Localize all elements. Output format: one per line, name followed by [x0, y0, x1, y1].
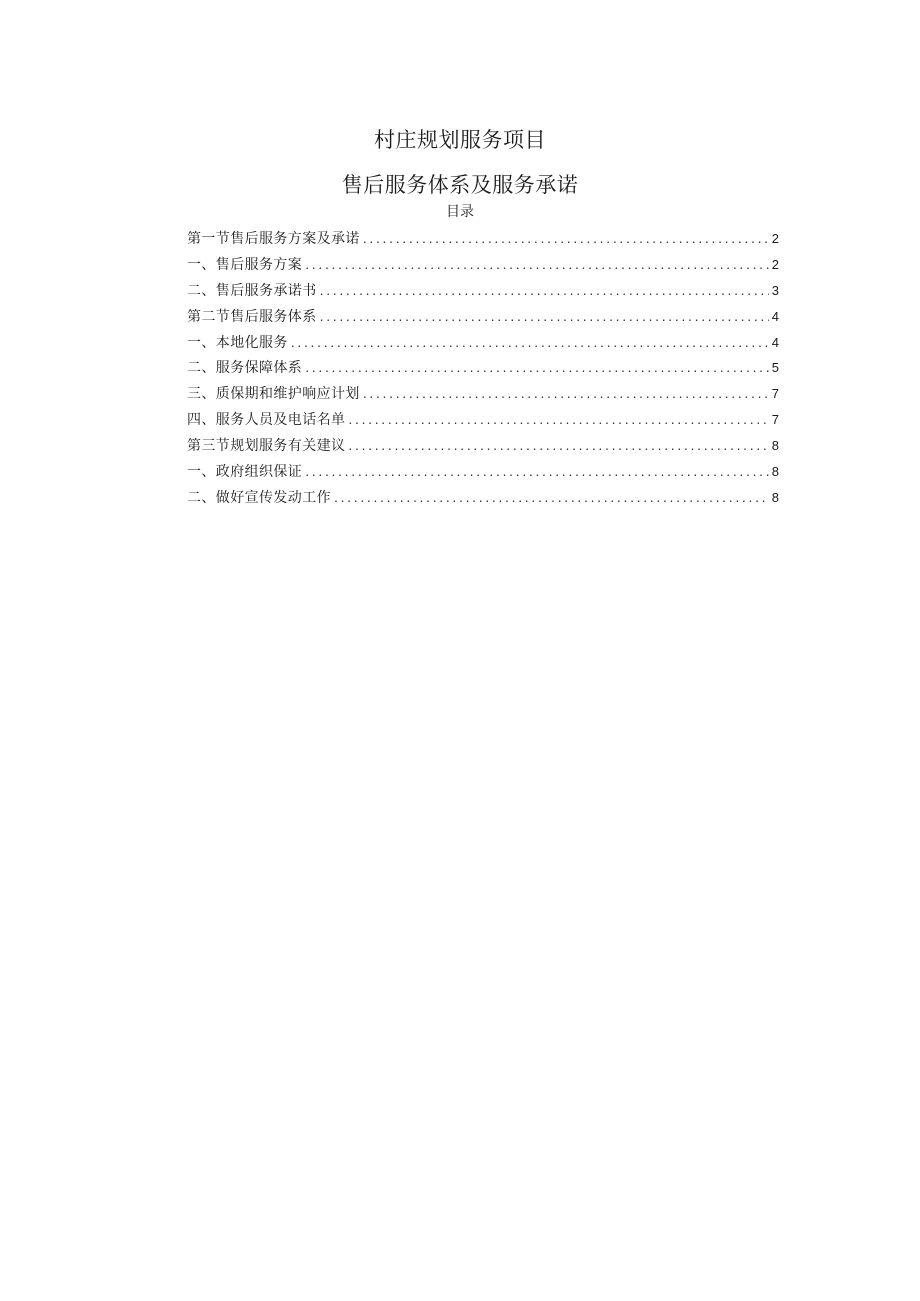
- toc-dot-leader: [363, 226, 769, 252]
- toc-entry-label: 第二节售后服务体系: [187, 308, 317, 325]
- toc-dot-leader: [305, 459, 769, 485]
- toc-entry-page: 4: [771, 334, 779, 350]
- toc-entry[interactable]: [187, 226, 779, 252]
- toc-dot-leader: [363, 381, 769, 407]
- toc-entry-label: 第一节售后服务方案及承诺: [187, 231, 360, 247]
- toc-entry-label: 二、售后服务承诺书: [187, 282, 317, 299]
- toc-entry-label: 一、本地化服务: [187, 334, 288, 351]
- toc-dot-leader: [320, 278, 769, 304]
- toc-dot-leader: [334, 485, 769, 511]
- document-subtitle: 售后服务体系及服务承诺: [341, 173, 579, 197]
- toc-entry-label: 第三节规划服务有关建议: [187, 438, 346, 455]
- toc-entry-page: 4: [771, 308, 779, 324]
- toc-dot-leader: [320, 304, 769, 330]
- toc-dot-leader: [305, 252, 769, 278]
- toc-entry[interactable]: [187, 459, 779, 485]
- toc-heading: 目录: [446, 204, 474, 220]
- document-title: 村庄规划服务项目: [374, 128, 546, 152]
- toc-entry[interactable]: [187, 381, 779, 407]
- toc-entry-label: 四、服务人员及电话名单: [187, 412, 346, 429]
- toc-entry-label: 二、服务保障体系: [187, 360, 303, 377]
- toc-entry[interactable]: [187, 485, 779, 511]
- toc-entry-page: 7: [771, 412, 779, 428]
- toc-entry-label: 一、政府组织保证: [187, 464, 303, 481]
- toc-entry-label: 一、售后服务方案: [187, 256, 303, 273]
- toc-entry[interactable]: [187, 407, 779, 433]
- table-of-contents: [187, 226, 779, 511]
- toc-dot-leader: [305, 355, 769, 381]
- toc-entry-page: 2: [771, 256, 779, 272]
- toc-entry-page: 8: [771, 464, 779, 480]
- toc-entry-page: 3: [771, 282, 779, 298]
- toc-entry-page: 5: [771, 360, 779, 376]
- toc-entry-page: 8: [771, 438, 779, 454]
- toc-dot-leader: [291, 330, 769, 356]
- toc-entry[interactable]: [187, 433, 779, 459]
- toc-entry[interactable]: [187, 252, 779, 278]
- toc-entry-page: 8: [771, 489, 779, 505]
- toc-entry[interactable]: [187, 304, 779, 330]
- toc-entry-label: 二、做好宣传发动工作: [187, 489, 331, 506]
- toc-dot-leader: [348, 433, 768, 459]
- toc-entry[interactable]: [187, 278, 779, 304]
- toc-entry-label: 三、质保期和维护响应计划: [187, 386, 360, 403]
- toc-dot-leader: [348, 407, 768, 433]
- toc-entry-page: 2: [771, 231, 779, 246]
- toc-entry[interactable]: [187, 355, 779, 381]
- toc-entry-page: 7: [771, 386, 779, 402]
- toc-entry[interactable]: [187, 330, 779, 356]
